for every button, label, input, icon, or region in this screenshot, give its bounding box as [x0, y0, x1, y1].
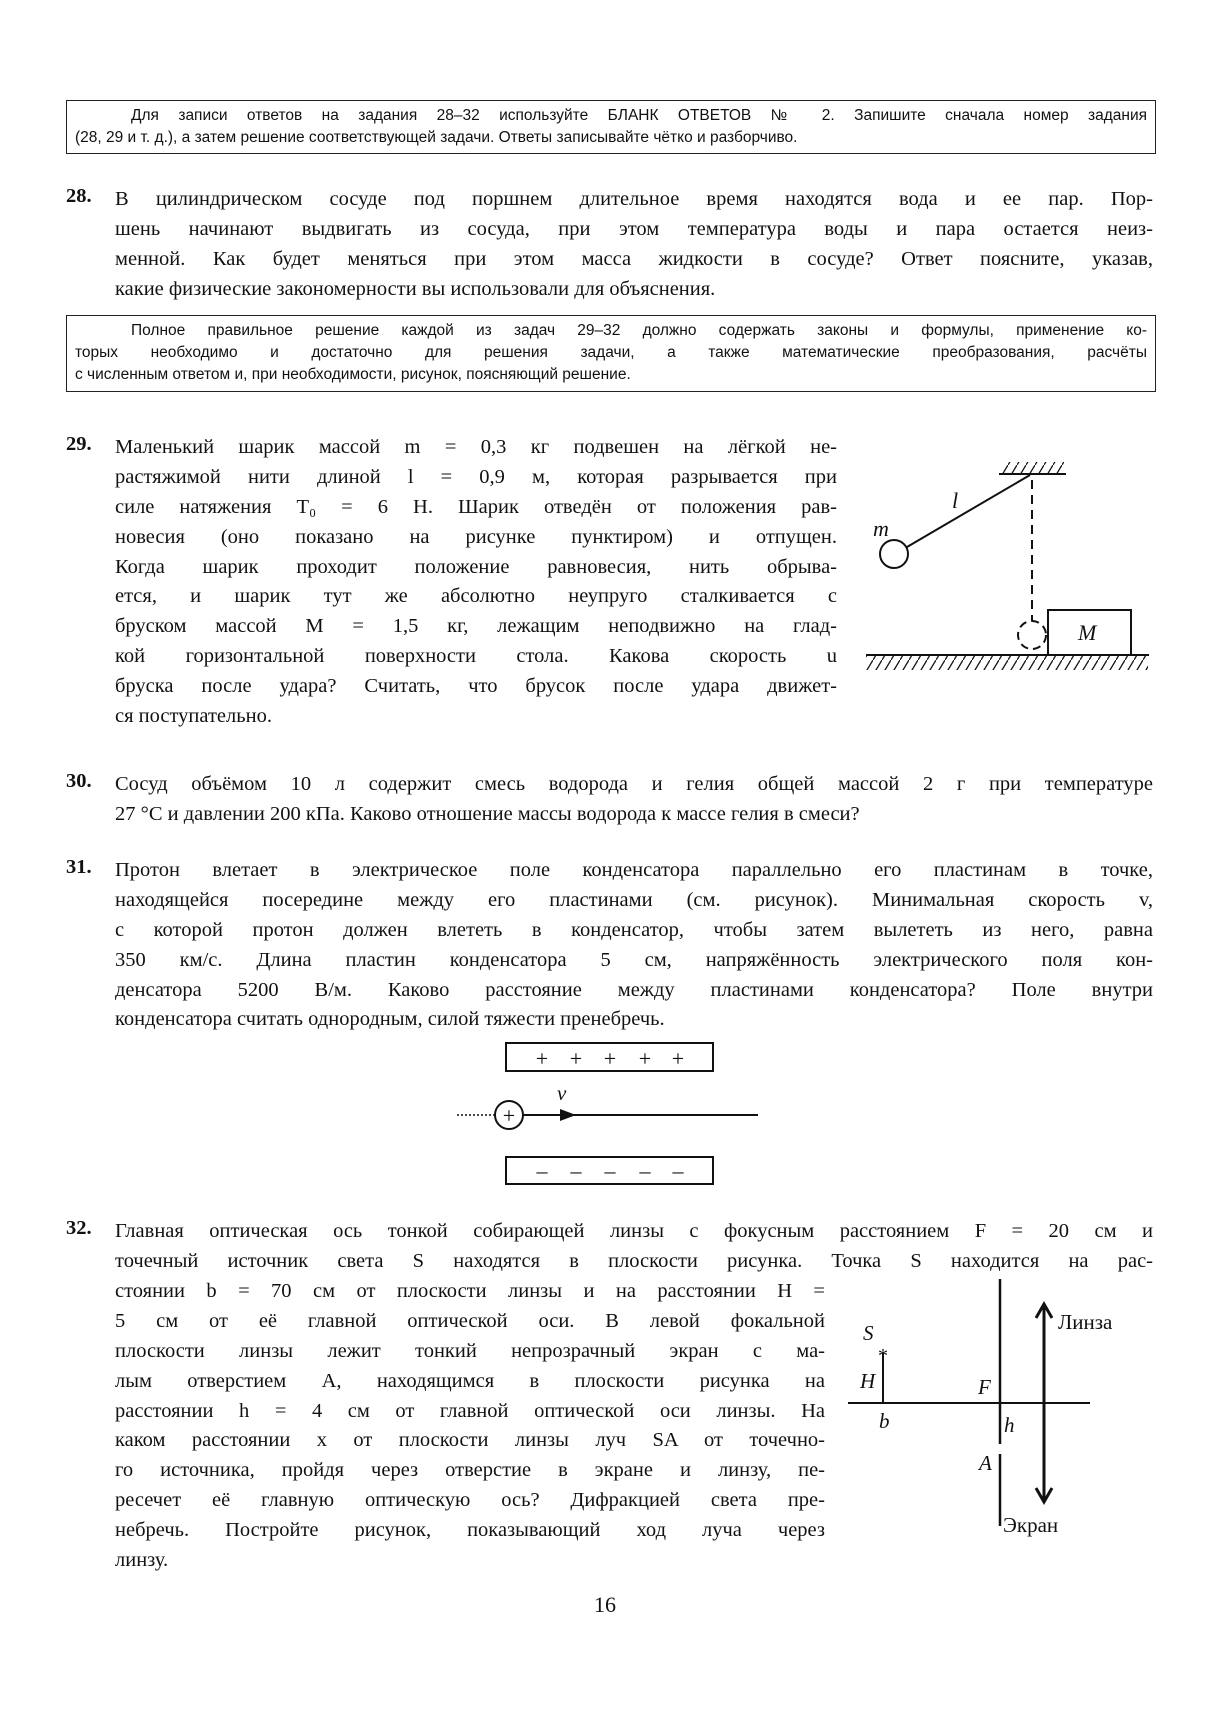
label-S: S [863, 1321, 874, 1345]
text-line: с численным ответом и, при необходимости, рисунок, поясняющий решение. [75, 366, 631, 383]
text-line: торых необходимо и достаточно для решения задачи, а также математические преобразования, расчёты [75, 344, 1147, 361]
text-line: точечный источник света S находятся в плоскости рисунка. Точка S находится на рас- [115, 1249, 1153, 1272]
text-line: кой горизонтальной поверхности стола. Какова скорость u [115, 645, 837, 668]
page-number: 16 [594, 1592, 616, 1617]
plus-sign: + [671, 1046, 685, 1071]
text-line: В цилиндрическом сосуде под поршнем длительное время находятся вода и ее пар. Пор- [115, 188, 1153, 210]
text-line: (28, 29 и т. д.), а затем решение соответствующей задачи. Ответы записывайте чётко и разборчиво. [75, 129, 798, 146]
label-l: l [952, 488, 959, 513]
text-line: лым отверстием A, находящимся в плоскости рисунка на [115, 1369, 825, 1392]
text-line: растяжимой нити длиной l = 0,9 м, которая разрывается при [115, 465, 837, 488]
task-31-number: 31. [66, 856, 92, 878]
text-line: 5 см от её главной оптической оси. В левой фокальной [115, 1309, 825, 1332]
plus-sign: + [638, 1046, 652, 1071]
label-M: M [1078, 620, 1097, 645]
text-line: 350 км/с. Длина пластин конденсатора 5 см, напряжённость электрического поля кон- [115, 948, 1153, 971]
plus-sign: + [569, 1046, 583, 1071]
source-star: * [878, 1345, 888, 1367]
label-F: F [978, 1375, 991, 1399]
proton-sign: + [502, 1103, 516, 1128]
text-line: бруском массой M = 1,5 кг, лежащим неподвижно на глад- [115, 615, 837, 638]
text-line: ется, и шарик тут же абсолютно неупруго сталкивается с [115, 585, 837, 608]
text-line: Главная оптическая ось тонкой собирающей линзы с фокусным расстоянием F = 20 см и [115, 1220, 1153, 1242]
task-32-number: 32. [66, 1217, 92, 1239]
text-line: 27 °С и давлении 200 кПа. Каково отношение массы водорода к массе гелия в смеси? [115, 802, 860, 825]
text-line: Протон влетает в электрическое поле конденсатора параллельно его пластинам в точке, [115, 859, 1153, 881]
text-line: Сосуд объёмом 10 л содержит смесь водорода и гелия общей массой 2 г при температуре [115, 773, 1153, 795]
minus-sign: – [536, 1158, 548, 1183]
minus-sign: – [672, 1158, 684, 1183]
text-line: бруска после удара? Считать, что брусок после удара движет- [115, 675, 837, 698]
label-v: v⃗ [557, 1081, 583, 1105]
text-line: с которой протон должен влететь в конденсатор, чтобы затем вылететь из него, равна [115, 918, 1153, 941]
plus-sign: + [535, 1046, 549, 1071]
text-line: Маленький шарик массой m = 0,3 кг подвешен на лёгкой не- [115, 436, 837, 458]
task-28-number: 28. [66, 185, 92, 207]
ball-m [880, 540, 908, 568]
table-hatch [866, 656, 1148, 670]
velocity-arrowhead [560, 1109, 576, 1121]
text-line: ресечет её главную оптическую ось? Дифракцией света пре- [115, 1489, 825, 1512]
text-line: ся поступательно. [115, 705, 272, 728]
text-line: какие физические закономерности вы использовали для объяснения. [115, 277, 716, 300]
label-lens: Линза [1058, 1310, 1113, 1334]
label-A: A [979, 1451, 992, 1475]
ball-equilibrium-dashed [1018, 621, 1046, 649]
plus-sign: + [603, 1046, 617, 1071]
text-line: новесия (оно показано на рисунке пунктиром) и отпущен. [115, 525, 837, 548]
text-line: Когда шарик проходит положение равновесия, нить обрыва- [115, 555, 837, 578]
text-line: Полное правильное решение каждой из задач 29–32 должно содержать законы и формулы, применение ко- [131, 322, 1147, 339]
label-b: b [879, 1409, 890, 1433]
text-line: го источника, пройдя через отверстие в экране и линзу, пе- [115, 1459, 825, 1482]
text-line: Для записи ответов на задания 28–32 используйте БЛАНК ОТВЕТОВ № 2. Запишите сначала номер задания [131, 107, 1147, 124]
lens-figure [848, 1279, 1113, 1537]
string-line [907, 475, 1030, 547]
label-m: m [873, 516, 889, 541]
pendulum-figure [866, 462, 1149, 670]
label-h: h [1004, 1413, 1015, 1437]
task-30-number: 30. [66, 770, 92, 792]
text-line: менной. Как будет меняться при этом масса жидкости в сосуде? Ответ поясните, указав, [115, 247, 1153, 270]
text-line: денсатора 5200 В/м. Каково расстояние между пластинами конденсатора? Поле внутри [115, 978, 1153, 1001]
text-line: расстоянии h = 4 см от главной оптической оси линзы. На [115, 1399, 825, 1422]
text-line: каком расстоянии x от плоскости линзы луч SA от точечно- [115, 1429, 825, 1452]
text-line: шень начинают выдвигать из сосуда, при этом температура воды и пара остается неиз- [115, 217, 1153, 240]
text-line: плоскости линзы лежит тонкий непрозрачный экран с ма- [115, 1339, 825, 1362]
text-line: силе натяжения T₀ = 6 Н. Шарик отведён от положения рав- [115, 495, 837, 518]
text-line: линзу. [115, 1549, 169, 1572]
capacitor-figure [457, 1043, 758, 1184]
minus-sign: – [639, 1158, 651, 1183]
text-line: небречь. Постройте рисунок, показывающий ход луча через [115, 1519, 825, 1542]
label-screen: Экран [1003, 1513, 1059, 1537]
minus-sign: – [604, 1158, 616, 1183]
text-line: находящейся посередине между его пластинами (см. рисунок). Минимальная скорость v, [115, 888, 1153, 911]
task-29-number: 29. [66, 433, 92, 455]
text-line: конденсатора считать однородным, силой тяжести пренебречь. [115, 1008, 665, 1031]
text-line: стоянии b = 70 см от плоскости линзы и на расстоянии H = [115, 1280, 825, 1302]
minus-sign: – [570, 1158, 582, 1183]
ceiling-hatch [1002, 462, 1064, 474]
label-H: H [860, 1369, 876, 1393]
